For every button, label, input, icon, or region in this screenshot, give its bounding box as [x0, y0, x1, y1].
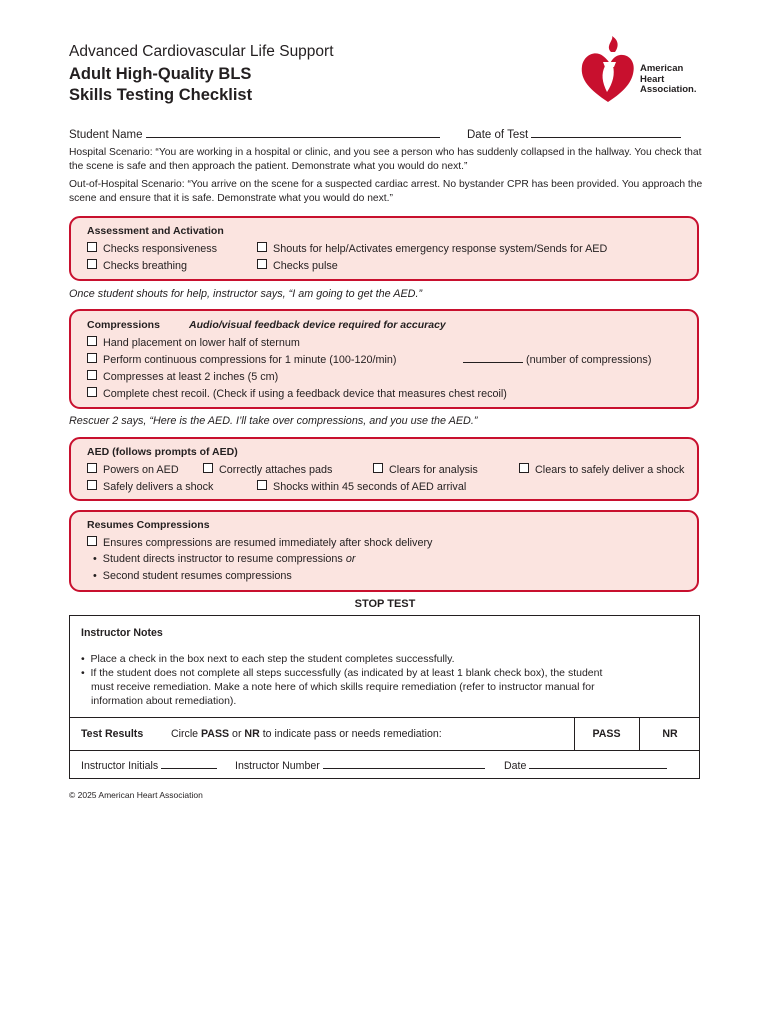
stop-test-label: STOP TEST — [354, 598, 416, 610]
check-item[interactable]: Checks breathing — [87, 259, 187, 272]
bullet-item: • Student directs instructor to resume compressions or — [93, 553, 356, 565]
assessment-section — [69, 216, 699, 281]
instructor-notes-table — [69, 615, 700, 779]
test-results-label: Test Results — [81, 728, 144, 740]
check-item[interactable]: Shouts for help/Activates emergency response system/Sends for AED — [257, 242, 607, 255]
compressions-section — [69, 309, 699, 409]
checkbox[interactable] — [519, 463, 529, 473]
date-of-test-field[interactable] — [467, 128, 681, 141]
checkbox[interactable] — [257, 242, 267, 252]
assessment-title: Assessment and Activation — [87, 225, 224, 237]
checkbox[interactable] — [257, 259, 267, 269]
notes-bullet: • Place a check in the box next to each step the student completes successfully. — [81, 653, 455, 665]
divider — [70, 717, 699, 718]
check-item[interactable]: Complete chest recoil. (Check if using a feedback device that measures chest recoil) — [87, 387, 507, 400]
pass-option[interactable]: PASS — [592, 728, 621, 740]
date-field[interactable]: Date — [504, 759, 667, 772]
notes-bullet: • If the student does not complete all steps successfully (as indicated by at least 1 blank check box), the student must receive remediation. Make a note here of which skills require remediation (refer to instructor manual for information about remediation). — [81, 667, 603, 707]
checkbox[interactable] — [87, 242, 97, 252]
checkbox[interactable] — [87, 536, 97, 546]
check-item[interactable]: Ensures compressions are resumed immediately after shock delivery — [87, 536, 432, 549]
compressions-title: Compressions — [87, 319, 160, 331]
check-item[interactable]: Shocks within 45 seconds of AED arrival — [257, 480, 466, 493]
initials-line[interactable] — [161, 759, 217, 769]
checkbox[interactable] — [203, 463, 213, 473]
feedback-device-note: Audio/visual feedback device required for accuracy — [189, 319, 446, 331]
nr-option[interactable]: NR — [662, 728, 678, 740]
check-item[interactable]: Safely delivers a shock — [87, 480, 213, 493]
resumes-compressions-section — [69, 510, 699, 592]
course-name: Advanced Cardiovascular Life Support — [69, 43, 334, 60]
check-item[interactable]: Checks responsiveness — [87, 242, 217, 255]
title-line-2: Skills Testing Checklist — [69, 86, 253, 104]
student-name-field[interactable] — [69, 128, 440, 141]
checkbox[interactable] — [87, 463, 97, 473]
document-title — [69, 64, 252, 106]
check-item[interactable]: Checks pulse — [257, 259, 338, 272]
check-item[interactable]: Powers on AED — [87, 463, 179, 476]
compression-count-line[interactable] — [463, 353, 523, 363]
instructor-number-line[interactable] — [323, 759, 485, 769]
date-of-test-line[interactable] — [531, 128, 681, 138]
checkbox[interactable] — [257, 480, 267, 490]
checkbox[interactable] — [87, 370, 97, 380]
notes-title: Instructor Notes — [81, 627, 163, 639]
title-line-1: Adult High-Quality BLS — [69, 65, 252, 83]
instructor-number-field[interactable]: Instructor Number — [235, 759, 485, 772]
student-name-line[interactable] — [146, 128, 440, 138]
out-of-hospital-scenario: Out-of-Hospital Scenario: “You arrive on the scene for a suspected cardiac arrest. No bystander CPR has been provided. You approach the scene and ensure that it is safe. Demonstrate what you would do next.” — [69, 179, 703, 204]
check-item[interactable]: Compresses at least 2 inches (5 cm) — [87, 370, 278, 383]
divider — [70, 750, 699, 751]
aed-section — [69, 437, 699, 501]
check-item[interactable]: Perform continuous compressions for 1 minute (100-120/min) — [87, 353, 396, 366]
check-item[interactable]: Clears to safely deliver a shock — [519, 463, 684, 476]
checkbox[interactable] — [87, 259, 97, 269]
checkbox[interactable] — [87, 387, 97, 397]
test-results-instruction: Circle PASS or NR to indicate pass or needs remediation: — [171, 728, 442, 740]
check-item[interactable]: Correctly attaches pads — [203, 463, 332, 476]
check-item[interactable]: Hand placement on lower half of sternum — [87, 336, 300, 349]
aed-title: AED (follows prompts of AED) — [87, 446, 238, 458]
copyright-notice: © 2025 American Heart Association — [69, 790, 203, 800]
compression-count-field[interactable]: (number of compressions) — [463, 353, 651, 366]
aha-wordmark: American Heart Association. — [640, 63, 697, 95]
checkbox[interactable] — [87, 480, 97, 490]
date-of-test-label: Date of Test — [467, 129, 529, 141]
date-line[interactable] — [529, 759, 667, 769]
instructor-initials-field[interactable]: Instructor Initials — [81, 759, 217, 772]
hospital-scenario: Hospital Scenario: “You are working in a hospital or clinic, and you see a person who has suddenly collapsed in the hallway. You check that the scene is safe and then approach the patient. Demonstrate what you would do next.” — [69, 147, 702, 172]
instructor-cue-2: Rescuer 2 says, “Here is the AED. I’ll take over compressions, and you use the AED.” — [69, 415, 478, 427]
checkbox[interactable] — [87, 353, 97, 363]
instructor-cue-1: Once student shouts for help, instructor says, “I am going to get the AED.” — [69, 288, 423, 300]
checkbox[interactable] — [373, 463, 383, 473]
resumes-title: Resumes Compressions — [87, 519, 210, 531]
bullet-item: • Second student resumes compressions — [93, 570, 292, 582]
student-name-label: Student Name — [69, 129, 143, 141]
check-item[interactable]: Clears for analysis — [373, 463, 478, 476]
checkbox[interactable] — [87, 336, 97, 346]
